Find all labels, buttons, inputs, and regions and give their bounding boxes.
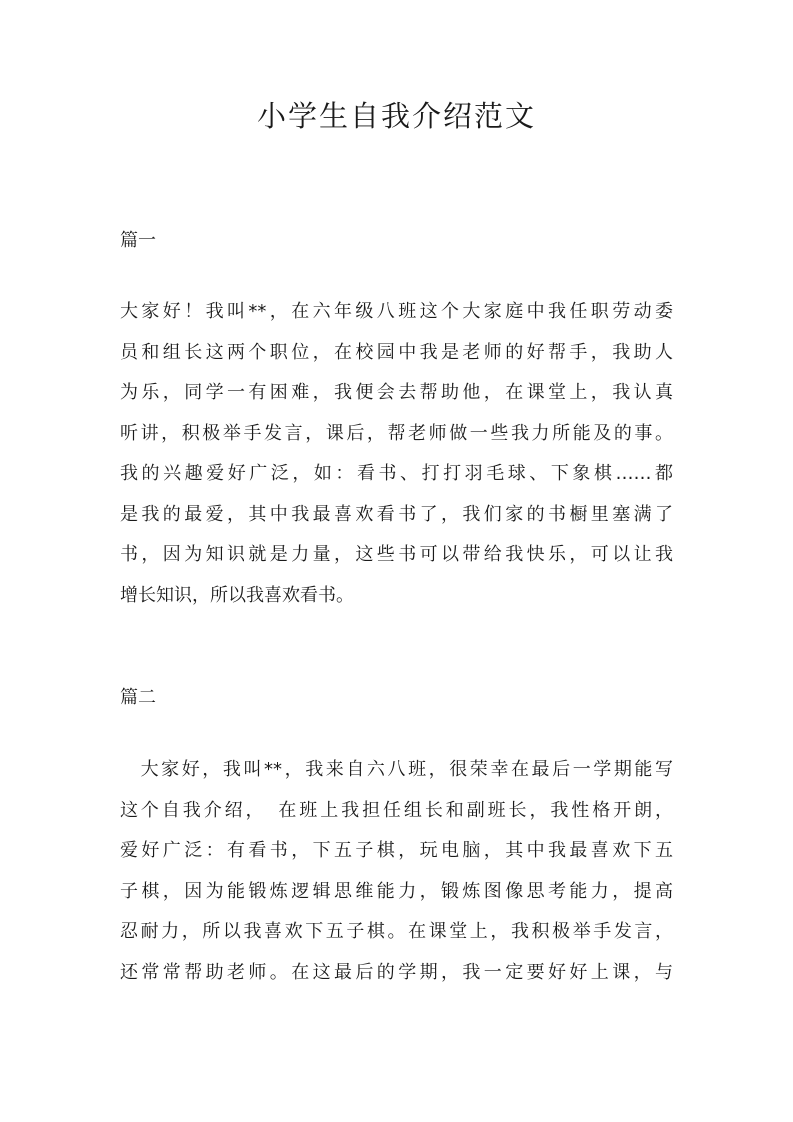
section-heading-2: 篇二 (120, 687, 156, 708)
section-body-1 (120, 292, 673, 616)
body-line: 子棋，因为能锻炼逻辑思维能力，锻炼图像思考能力，提高 (120, 880, 673, 902)
body-line: 为乐，同学一有困难，我便会去帮助他，在课堂上，我认真 (120, 382, 673, 403)
section-heading-1: 篇一 (120, 230, 156, 251)
body-line: 还常常帮助老师。在这最后的学期，我一定要好好上课，与 (120, 961, 673, 983)
body-line: 书，因为知识就是力量，这些书可以带给我快乐，可以让我 (120, 544, 673, 565)
body-line: 大家好！我叫**，在六年级八班这个大家庭中我任职劳动委 (120, 301, 673, 322)
body-line: 是我的最爱，其中我最喜欢看书了，我们家的书橱里塞满了 (120, 503, 673, 525)
body-line: 大家好，我叫**，我来自六八班，很荣幸在最后一学期能写 (120, 759, 673, 780)
body-line: 忍耐力，所以我喜欢下五子棋。在课堂上，我积极举手发言， (120, 921, 673, 942)
section-body-2 (120, 750, 673, 993)
body-line: 听讲，积极举手发言，课后，帮老师做一些我力所能及的事。 (120, 422, 673, 444)
body-line: 这个自我介绍， 在班上我担任组长和副班长，我性格开朗， (120, 799, 673, 821)
body-line: 爱好广泛：有看书，下五子棋，玩电脑，其中我最喜欢下五 (120, 840, 673, 861)
body-line: 增长知识，所以我喜欢看书。 (120, 584, 354, 606)
body-line: 我的兴趣爱好广泛，如：看书、打打羽毛球、下象棋……都 (120, 463, 673, 484)
body-line: 员和组长这两个职位，在校园中我是老师的好帮手，我助人 (120, 341, 673, 363)
document-title: 小学生自我介绍范文 (256, 99, 536, 133)
